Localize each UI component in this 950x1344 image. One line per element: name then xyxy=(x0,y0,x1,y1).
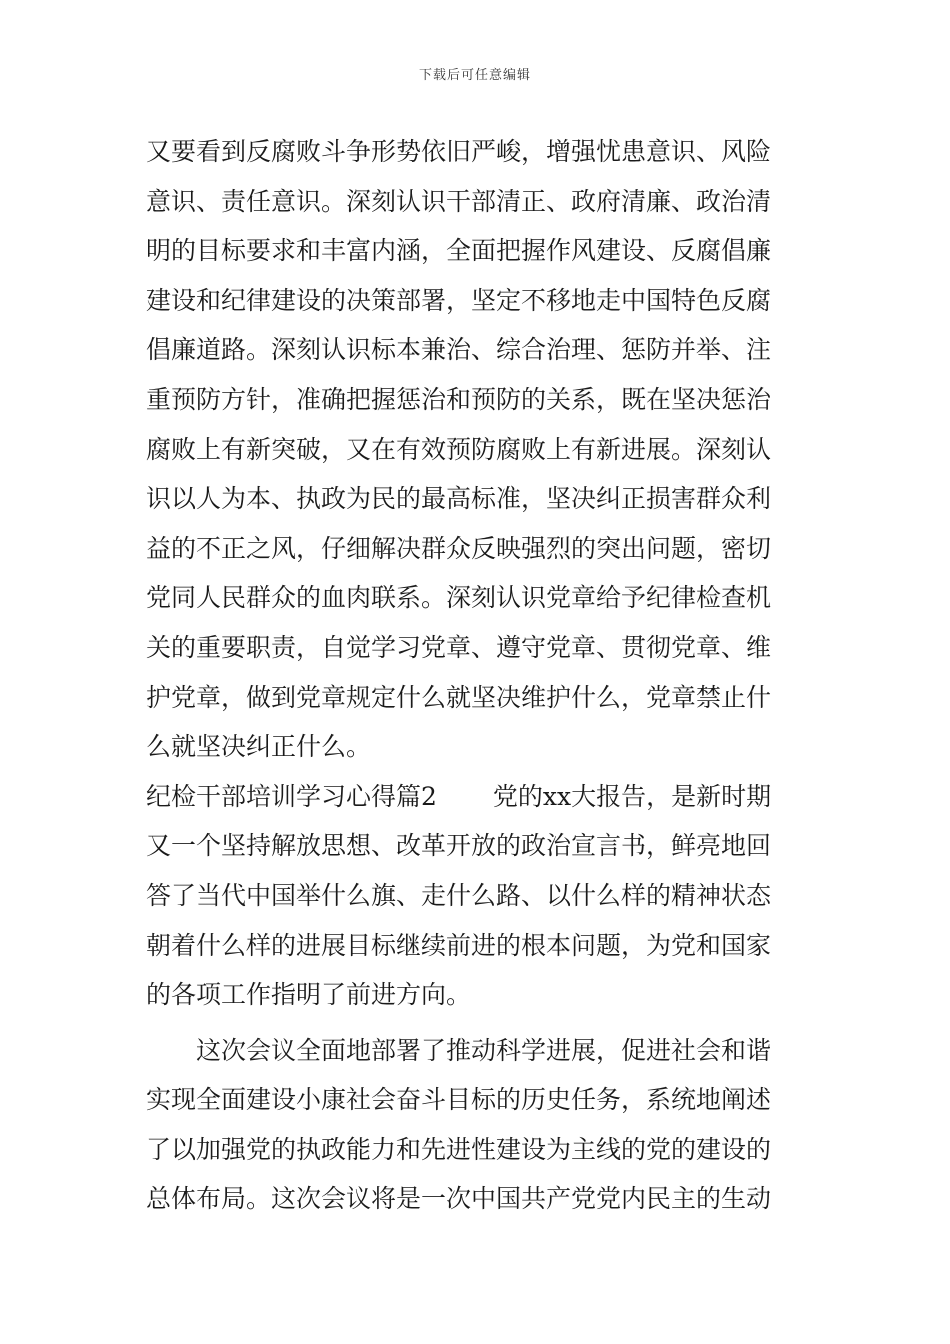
text-line: 么就坚决纠正什么。 xyxy=(146,732,372,762)
text-line: 建设和纪律建设的决策部署，坚定不移地走中国特色反腐 xyxy=(146,285,772,315)
text-line: 了以加强党的执政能力和先进性建设为主线的党的建设的 xyxy=(146,1134,772,1164)
section-title: 纪检干部培训学习心得篇2 xyxy=(146,781,437,811)
text-line: 明的目标要求和丰富内涵，全面把握作风建设、反腐倡廉 xyxy=(146,236,772,266)
text-line: 这次会议全面地部署了推动科学进展，促进社会和谐 xyxy=(196,1035,772,1065)
section-2 xyxy=(146,772,810,1020)
text-line: 总体布局。这次会议将是一次中国共产党党内民主的生动 xyxy=(146,1184,772,1214)
section-first-line-text: 党的xx大报告，是新时期 xyxy=(492,781,772,811)
section-title-line xyxy=(146,772,810,822)
text-line: 党同人民群众的血肉联系。深刻认识党章给予纪律检查机 xyxy=(146,583,772,613)
page-header: 下载后可任意编辑 xyxy=(418,68,531,83)
text-line: 关的重要职责，自觉学习党章、遵守党章、贯彻党章、维 xyxy=(146,632,772,662)
paragraph-1 xyxy=(146,127,810,772)
text-line: 倡廉道路。深刻认识标本兼治、综合治理、惩防并举、注 xyxy=(146,335,772,365)
text-line: 益的不正之风，仔细解决群众反映强烈的突出问题，密切 xyxy=(146,533,772,563)
text-line: 答了当代中国举什么旗、走什么路、以什么样的精神状态 xyxy=(146,880,772,910)
text-line: 又要看到反腐败斗争形势依旧严峻，增强忧患意识、风险 xyxy=(146,137,772,166)
text-line: 又一个坚持解放思想、改革开放的政治宣言书，鲜亮地回 xyxy=(146,831,772,861)
text-line: 识以人为本、执政为民的最高标准，坚决纠正损害群众利 xyxy=(146,484,772,514)
text-line: 朝着什么样的进展目标继续前进的根本问题，为党和国家 xyxy=(146,930,772,960)
paragraph-3 xyxy=(146,1026,810,1224)
text-line: 腐败上有新突破，又在有效预防腐败上有新进展。深刻认 xyxy=(146,434,772,464)
document-body xyxy=(146,127,810,1224)
text-line: 的各项工作指明了前进方向。 xyxy=(146,980,472,1010)
text-line: 实现全面建设小康社会奋斗目标的历史任务，系统地阐述 xyxy=(146,1085,772,1115)
text-line: 意识、责任意识。深刻认识干部清正、政府清廉、政治清 xyxy=(146,186,772,216)
text-line: 护党章，做到党章规定什么就坚决维护什么，党章禁止什 xyxy=(146,682,772,712)
text-line: 重预防方针，准确把握惩治和预防的关系，既在坚决惩治 xyxy=(146,384,772,414)
